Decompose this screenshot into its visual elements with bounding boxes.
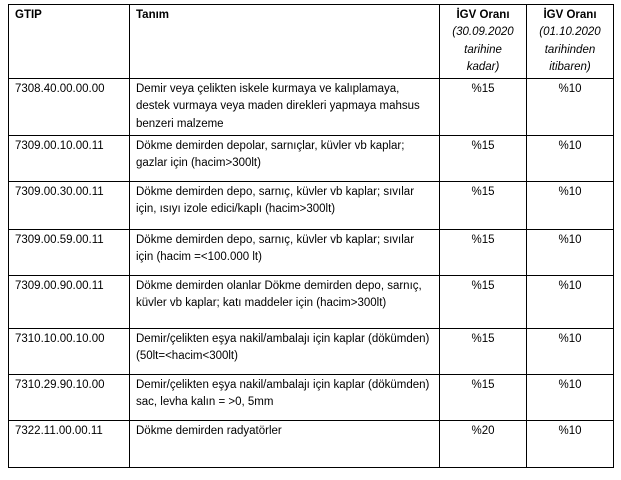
rate-new-cell: %10	[527, 420, 614, 467]
description-column-header: Tanım	[130, 5, 440, 79]
gtip-cell: 7309.00.59.00.11	[9, 229, 130, 275]
gtip-cell: 7322.11.00.00.11	[9, 420, 130, 467]
table-row	[9, 229, 614, 275]
gtip-cell: 7308.40.00.00.00	[9, 79, 130, 136]
tariff-table	[8, 4, 614, 468]
gtip-cell: 7310.29.90.10.00	[9, 374, 130, 420]
rate-new-cell: %10	[527, 229, 614, 275]
description-cell: Dökme demirden depolar, sarnıçlar, küvler vb kaplar; gazlar için (hacim>300lt)	[130, 135, 440, 181]
description-cell: Dökme demirden radyatörler	[130, 420, 440, 467]
gtip-cell: 7309.00.90.00.11	[9, 275, 130, 328]
table-row	[9, 374, 614, 420]
rate-old-cell: %15	[440, 229, 527, 275]
rate-old-title: İGV Oranı	[456, 9, 510, 21]
description-cell: Demir/çelikten eşya nakil/ambalajı için kaplar (dökümden) (50lt=<hacim<300lt)	[130, 328, 440, 374]
rate-new-title: İGV Oranı	[543, 9, 597, 21]
rate-old-cell: %20	[440, 420, 527, 467]
table-header-row	[9, 5, 614, 79]
rate-new-cell: %10	[527, 181, 614, 229]
rate-old-column-header	[440, 5, 527, 79]
table-row	[9, 275, 614, 328]
description-cell: Dökme demirden depo, sarnıç, küvler vb kaplar; sıvılar için, ısıyı izole edici/kaplı (hacim>300lt)	[130, 181, 440, 229]
gtip-column-header: GTIP	[9, 5, 130, 79]
rate-new-cell: %10	[527, 374, 614, 420]
rate-old-period: (30.09.2020 tarihine kadar)	[452, 26, 514, 73]
table-row	[9, 420, 614, 467]
rate-old-cell: %15	[440, 135, 527, 181]
table-row	[9, 135, 614, 181]
rate-old-cell: %15	[440, 275, 527, 328]
rate-new-period: (01.10.2020 tarihinden itibaren)	[539, 26, 601, 73]
description-cell: Dökme demirden olanlar Dökme demirden depo, sarnıç, küvler vb kaplar; katı maddeler için (hacim>300lt)	[130, 275, 440, 328]
rate-new-cell: %10	[527, 79, 614, 136]
gtip-cell: 7309.00.30.00.11	[9, 181, 130, 229]
description-cell: Demir veya çelikten iskele kurmaya ve kalıplamaya, destek vurmaya veya maden direkleri yapmaya mahsus benzeri malzeme	[130, 79, 440, 136]
rate-new-cell: %10	[527, 328, 614, 374]
table-row	[9, 79, 614, 136]
rate-new-cell: %10	[527, 275, 614, 328]
rate-new-column-header	[527, 5, 614, 79]
rate-new-cell: %10	[527, 135, 614, 181]
description-cell: Demir/çelikten eşya nakil/ambalajı için kaplar (dökümden) sac, levha kalın = >0, 5mm	[130, 374, 440, 420]
gtip-cell: 7310.10.00.10.00	[9, 328, 130, 374]
gtip-cell: 7309.00.10.00.11	[9, 135, 130, 181]
table-row	[9, 181, 614, 229]
rate-old-cell: %15	[440, 79, 527, 136]
rate-old-cell: %15	[440, 328, 527, 374]
description-cell: Dökme demirden depo, sarnıç, küvler vb kaplar; sıvılar için (hacim =<100.000 lt)	[130, 229, 440, 275]
rate-old-cell: %15	[440, 181, 527, 229]
table-row	[9, 328, 614, 374]
rate-old-cell: %15	[440, 374, 527, 420]
